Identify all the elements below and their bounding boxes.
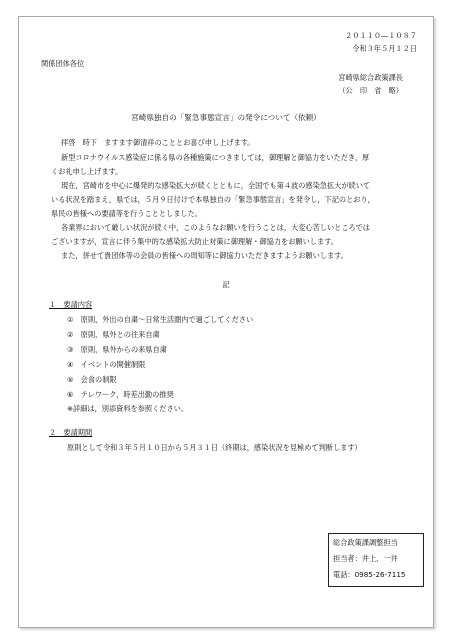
body-line: 拝啓 時下 ますます御清祥のこととお喜び申し上げます。 <box>61 138 255 147</box>
addressee: 関係団体各位 <box>41 59 85 68</box>
body-line: 各業界において厳しい状況が続く中，このようなお願いを行うことは，大変心苦しいところでは <box>61 223 370 232</box>
request-item: ④ イベントの開催制限 <box>67 360 146 369</box>
body-line: ございますが，宣言に伴う集中的な感染拡大防止対策に御理解・御協力をお願いします。 <box>51 237 338 246</box>
document-title: 宮崎県独自の「緊急事態宣言」の発令について（依頼） <box>131 113 321 122</box>
body-line: 現在，宮崎市を中心に爆発的な感染拡大が続くとともに，全国でも第４波の感染急拡大が続いて <box>61 181 371 190</box>
request-item: ⑤ 会食の制限 <box>67 375 117 384</box>
section1-heading: １ 要請内容 <box>49 300 93 309</box>
sender-department: 宮崎県総合政策課長 <box>338 73 403 82</box>
section2-heading: ２ 要請期間 <box>49 428 93 437</box>
body-line: くお礼申し上げます。 <box>51 167 123 176</box>
body-line: 新型コロナウイルス感染症に係る県の各種施策につきましては，御理解と御協力をいただき，厚 <box>61 153 370 162</box>
body-line: 県民の皆様への要請等を行うこととしました。 <box>51 209 202 218</box>
document-page <box>18 16 434 628</box>
contact-person: 担当者：井上、一井 <box>333 554 398 563</box>
request-item: ⑥ テレワーク，時差出勤の推奨 <box>67 390 174 399</box>
ki-heading: 記 <box>222 280 230 289</box>
request-item: ① 原則，外出の自粛～日常生活圏内で過ごしてください <box>67 315 254 324</box>
body-line: いる状況を踏まえ，県では，５月９日付けで本県独自の「緊急事態宣言」を発令し，下記のとおり， <box>51 195 375 204</box>
request-period: 原則として令和３年５月１０日から５月３１日（終期は，感染状況を見極めて判断します） <box>67 443 362 452</box>
request-item: ② 原則，県外との往来自粛 <box>67 330 160 339</box>
sender-seal-note: （公 印 省 略） <box>338 86 403 95</box>
contact-department: 総合政策課調整担当 <box>333 538 398 547</box>
request-item: ③ 原則，県外からの来県自粛 <box>67 345 167 354</box>
contact-box <box>328 533 424 587</box>
detail-note: ※詳細は，別添資料を参照ください。 <box>67 404 189 413</box>
contact-phone: 電話：0985-26-7115 <box>333 570 406 579</box>
body-line: また，併せて貴団体等の会員の皆様への周知等に御協力いただきますようお願いします。 <box>61 251 348 260</box>
doc-number: ２０１１０―１０８７ <box>345 31 417 40</box>
issue-date: 令和３年５月１２日 <box>352 44 417 53</box>
